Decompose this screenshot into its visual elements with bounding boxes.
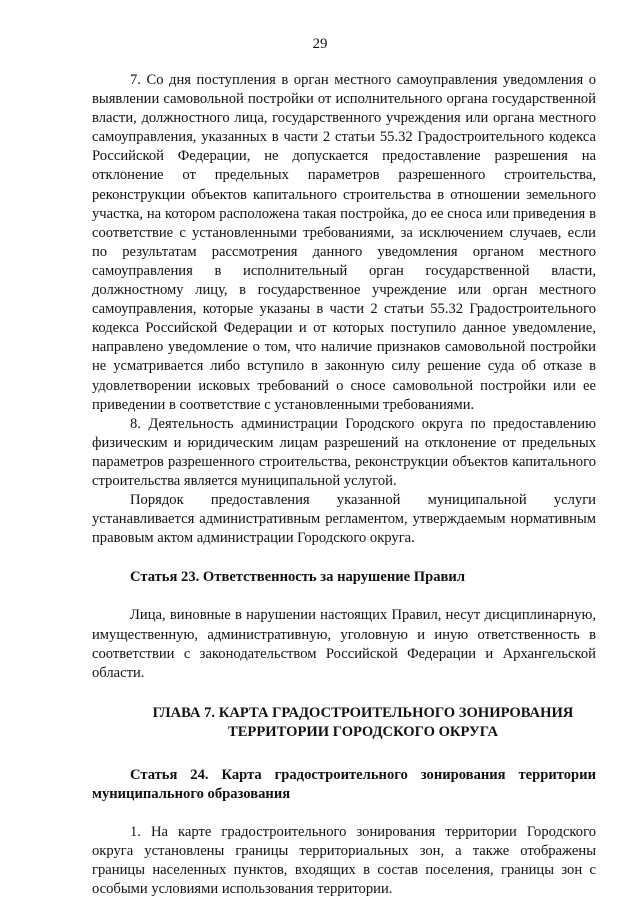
paragraph-7: 7. Со дня поступления в орган местного самоуправления уведомления о выявлении самовольной постройки от исполнительного органа государственной власти, должностного лица, государственного учреждения или органа местного самоуправления, указанных в части 2 статьи 55.32 Градостроительного кодекса Российской Федерации, не допускается предоставление разрешения на отклонение от предельных параметров разрешенного строительства, реконструкции объектов капитального строительства в отношении земельного участка, на котором расположена такая постройка, до ее сноса или приведения в соответствие с установленными требованиями, за исключением случаев, если по результатам рассмотрения данного уведомления органом местного самоуправления в исполнительный орган государственной власти, должностному лицу, в государственное учреждение или орган местного самоуправления, которые указаны в части 2 статьи 55.32 Градостроительного кодекса Российской Федерации и от которых поступило данное уведомление, направлено уведомление о том, что наличие признаков самовольной постройки не усматривается либо вступило в законную силу решение суда об отказе в удовлетворении исковых требований о сносе самовольной постройки или ее приведении в соответствие с установленными требованиями.: [92, 72, 596, 413]
article-24-paragraph-1: 1. На карте градостроительного зонирования территории Городского округа установлены границы территориальных зон, а также отображены границы населенных пунктов, входящих в состав поселения, границы зон с особыми условиями использования территории.: [92, 824, 596, 898]
chapter-7-heading-line-2: ТЕРРИТОРИИ ГОРОДСКОГО ОКРУГА: [227, 723, 499, 740]
paragraph-8: 8. Деятельность администрации Городского округа по предоставлению физическим и юридическим лицам разрешений на отклонение от предельных параметров разрешенного строительства, реконструкции объектов капитального строительства является муниципальной услугой.: [92, 415, 596, 489]
article-24-heading: Статья 24. Карта градостроительного зонирования территории муниципального образования: [92, 767, 596, 803]
chapter-7-heading-line-1: ГЛАВА 7. КАРТА ГРАДОСТРОИТЕЛЬНОГО ЗОНИРОВАНИЯ: [152, 704, 574, 721]
page-number: 29: [312, 36, 328, 52]
article-23-heading: Статья 23. Ответственность за нарушение Правил: [130, 569, 466, 586]
paragraph-8-procedure: Порядок предоставления указанной муниципальной услуги устанавливается административным регламентом, утверждаемым нормативным правовым актом администрации Городского округа.: [92, 492, 596, 547]
page-content: [92, 71, 596, 900]
chapter-7-heading: [92, 704, 596, 742]
article-23-text: Лица, виновные в нарушении настоящих Правил, несут дисциплинарную, имущественную, административную, уголовную и иную ответственность в соответствии с законодательством Российской Федерации и Архангельской области.: [92, 607, 596, 681]
